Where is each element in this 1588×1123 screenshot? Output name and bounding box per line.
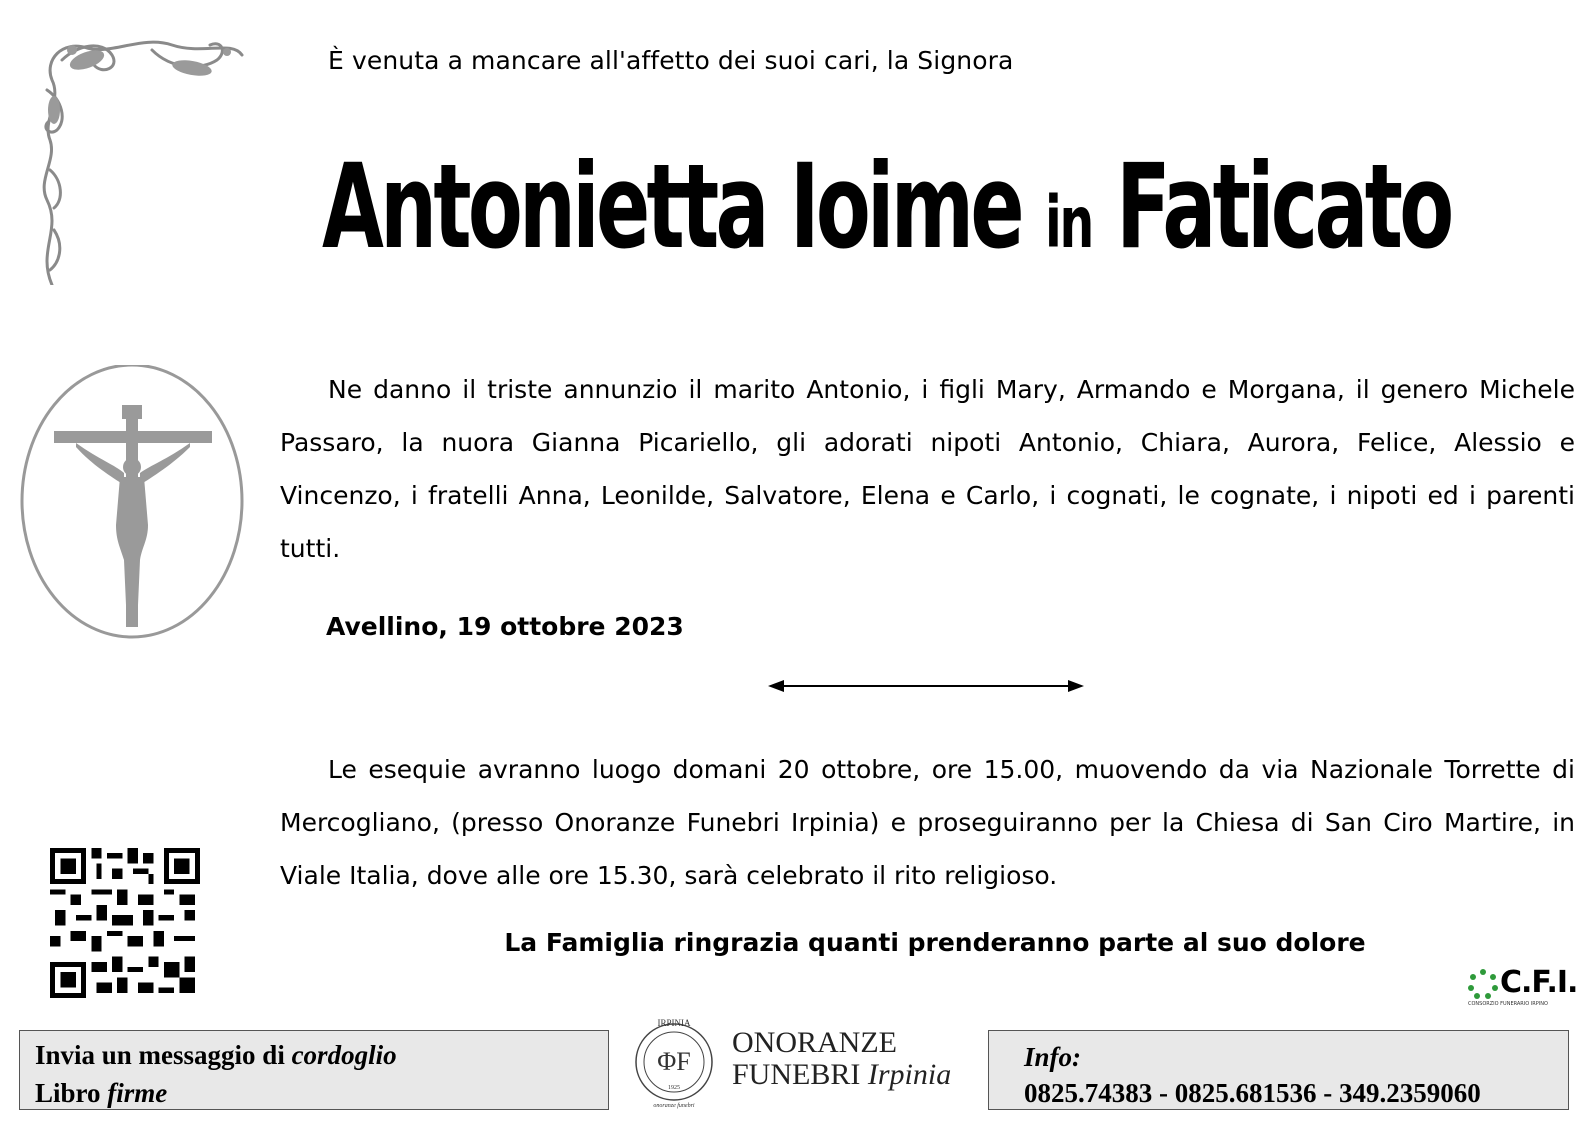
- deceased-name: [322, 140, 1451, 276]
- cfi-dots-icon: [1468, 969, 1498, 999]
- guestbook-prefix: Libro: [35, 1078, 101, 1108]
- thanks-line: [0, 928, 1588, 957]
- funeral-home-line1: ONORANZE: [732, 1026, 897, 1059]
- info-phones[interactable]: 0825.74383 - 0825.681536 - 349.2359060: [1024, 1078, 1481, 1108]
- funeral-home-name: [732, 1027, 951, 1091]
- announcement-paragraph: Ne danno il triste annunzio il marito Antonio, i figli Mary, Armando e Morgana, il genero Michele Passaro, la nuora Gianna Picariello, gli adorati nipoti Antonio, Chiara, Aurora, Felice, Alessio e Vincenzo, i fratelli Anna, Leonilde, Salvatore, Elena e Carlo, i cognati, le cognate, i nipoti ed i parenti tutti.: [280, 375, 1575, 563]
- info-box: [988, 1030, 1569, 1110]
- cfi-logo: [1468, 965, 1578, 1009]
- crucifix-medallion-icon: [20, 365, 250, 650]
- place-date: Avellino, 19 ottobre 2023: [326, 612, 684, 641]
- deceased-first-name: Antonietta Ioime: [322, 140, 1021, 276]
- cfi-subtitle: CONSORZIO FUNERARIO IRPINO: [1468, 1001, 1548, 1007]
- condolence-box[interactable]: [19, 1030, 609, 1110]
- seal-year-text: 1925: [668, 1085, 680, 1091]
- condolence-prefix: Invia un messaggio di: [35, 1040, 285, 1070]
- funeral-home-line2-prefix: FUNEBRI: [732, 1058, 861, 1091]
- corner-flourish-ornament: [32, 30, 247, 285]
- condolence-message-link[interactable]: [35, 1036, 608, 1074]
- guestbook-italic: firme: [107, 1078, 168, 1108]
- funeral-home-seal-logo: [632, 1010, 717, 1110]
- name-connector: in: [1044, 181, 1093, 265]
- condolence-italic: cordoglio: [291, 1040, 397, 1070]
- funeral-home-line2-italic: Irpinia: [867, 1058, 952, 1091]
- funeral-home-line2: [732, 1059, 951, 1091]
- svg-text:ΦF: ΦF: [657, 1047, 691, 1076]
- intro-text: È venuta a mancare all'affetto dei suoi cari, la Signora: [328, 46, 1014, 75]
- thanks-text: La Famiglia ringrazia quanti prenderanno parte al suo dolore: [504, 928, 1366, 957]
- seal-bottom-text: onoranze funebri: [653, 1103, 695, 1109]
- double-arrow-divider: [768, 678, 1084, 694]
- info-label: Info:: [1024, 1042, 1082, 1072]
- qr-code[interactable]: [50, 848, 200, 998]
- guestbook-link[interactable]: [35, 1074, 608, 1112]
- cfi-acronym: C.F.I.: [1500, 965, 1578, 1000]
- funeral-paragraph: Le esequie avranno luogo domani 20 ottobre, ore 15.00, muovendo da via Nazionale Torrette di Mercogliano, (presso Onoranze Funebri Irpinia) e proseguiranno per la Chiesa di San Ciro Martire, in Viale Italia, dove alle ore 15.30, sarà celebrato il rito religioso.: [280, 755, 1575, 890]
- deceased-married-name: Faticato: [1116, 140, 1451, 276]
- seal-top-text: IRPINIA: [657, 1018, 691, 1028]
